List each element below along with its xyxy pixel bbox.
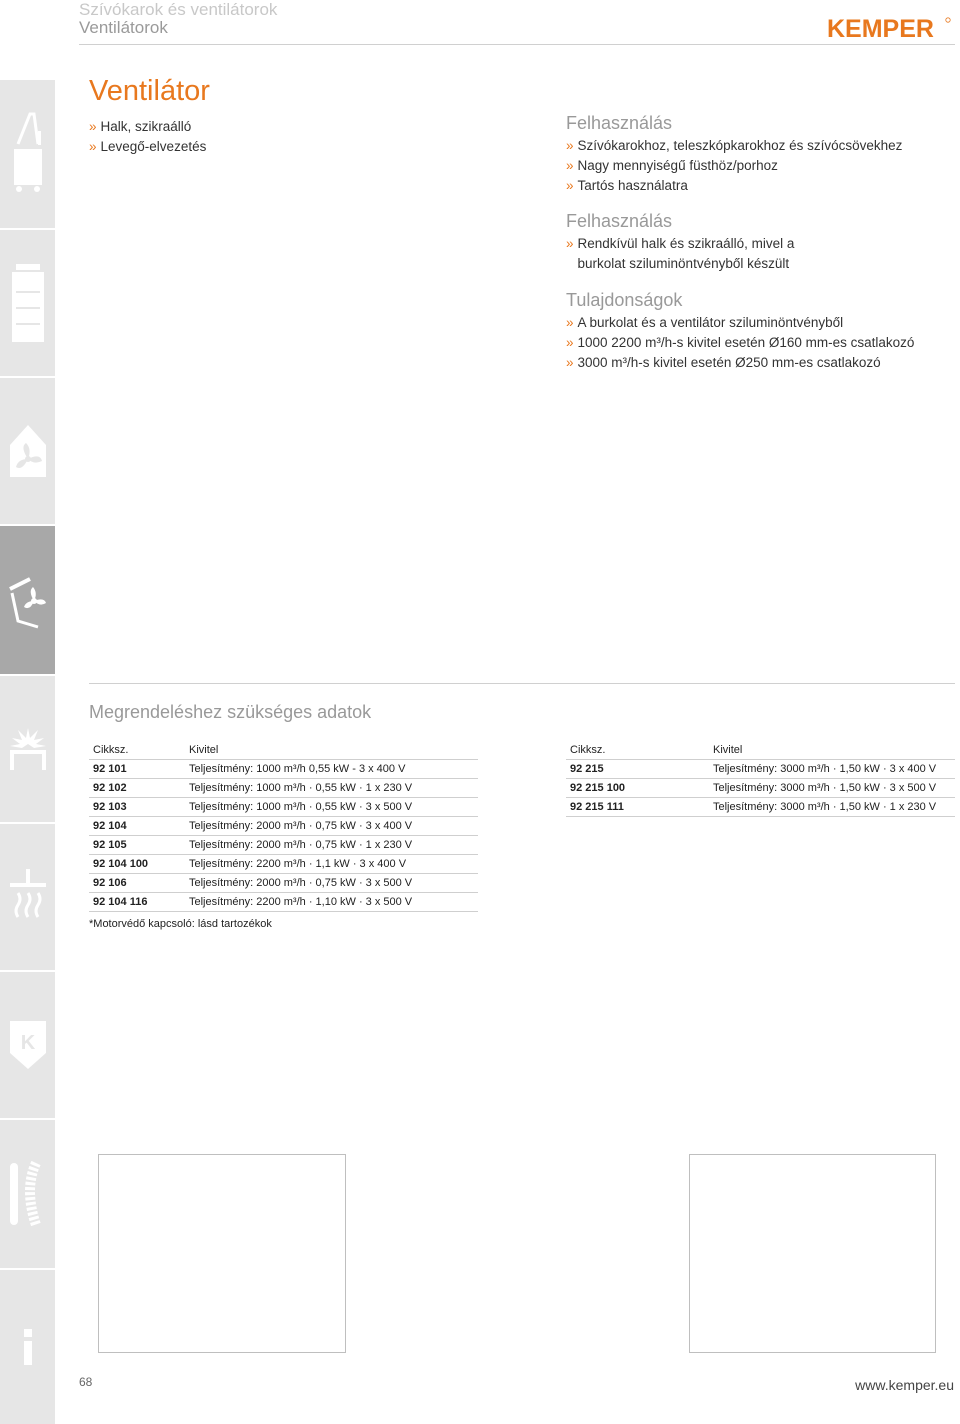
column-header-description: Kivitel: [185, 740, 478, 760]
welding-arm-icon: [8, 109, 48, 199]
website-link[interactable]: www.kemper.eu: [855, 1377, 954, 1393]
column-header-code: Cikksz.: [89, 740, 185, 760]
kemper-shield-icon: [6, 1017, 50, 1073]
product-image-right: [689, 1154, 936, 1353]
table-row: [89, 855, 478, 874]
article-description: Teljesítmény: 1000 m³/h 0,55 kW - 3 x 400 V: [185, 760, 478, 779]
article-code: 92 105: [89, 836, 185, 855]
column-header-description: Kivitel: [709, 740, 955, 760]
list-item: » 1000 2200 m³/h-s kivitel esetén Ø160 mm-es csatlakozó: [566, 335, 915, 350]
section-title-features: Tulajdonságok: [566, 290, 683, 310]
table-row: [566, 779, 955, 798]
sidebar-item-heat-extraction[interactable]: [0, 824, 55, 970]
list-item: » Levegő-elvezetés: [89, 139, 207, 154]
article-description: Teljesítmény: 2000 m³/h · 0,75 kW · 1 x 230 V: [185, 836, 478, 855]
table-row: [89, 817, 478, 836]
section-title-usage-2: Felhasználás: [566, 211, 673, 231]
table-header-row: [89, 740, 478, 760]
category-sidebar: [0, 80, 55, 1424]
article-code: 92 103: [89, 798, 185, 817]
article-code: 92 104 116: [89, 893, 185, 912]
article-code: 92 102: [89, 779, 185, 798]
article-description: Teljesítmény: 1000 m³/h · 0,55 kW · 1 x 230 V: [185, 779, 478, 798]
usage-2-bullets: [566, 234, 794, 274]
header-subcategory: Ventilátorok: [79, 18, 168, 37]
spark-table-icon: [6, 724, 50, 774]
table-row: [89, 836, 478, 855]
sidebar-item-filters[interactable]: [0, 230, 55, 376]
list-item: » Nagy mennyiségű füsthöz/porhoz: [566, 158, 778, 173]
sidebar-item-spark-tables[interactable]: [0, 676, 55, 822]
table-row: [89, 779, 478, 798]
logo-text: KEMPER: [827, 15, 934, 42]
section-title-usage: Felhasználás: [566, 113, 673, 133]
table-row: [89, 798, 478, 817]
heat-extraction-icon: [6, 867, 50, 927]
sidebar-item-kemper[interactable]: [0, 972, 55, 1118]
table-row: [89, 874, 478, 893]
product-image-left: [98, 1154, 346, 1353]
article-description: Teljesítmény: 3000 m³/h · 1,50 kW · 3 x 400 V: [709, 760, 955, 779]
article-description: Teljesítmény: 3000 m³/h · 1,50 kW · 3 x 500 V: [709, 779, 955, 798]
header-divider: [79, 44, 955, 45]
list-item: » Halk, szikraálló: [89, 119, 192, 134]
list-item: » 3000 m³/h-s kivitel esetén Ø250 mm-es csatlakozó: [566, 355, 881, 370]
table-row: [89, 760, 478, 779]
article-description: Teljesítmény: 2200 m³/h · 1,1 kW · 3 x 400 V: [185, 855, 478, 874]
order-divider: [89, 683, 955, 684]
order-table-left: [89, 740, 478, 912]
features-bullets: [566, 313, 914, 373]
header-category: Szívókarok és ventilátorok: [79, 0, 278, 19]
table-row: [566, 798, 955, 817]
table-row: [566, 760, 955, 779]
article-description: Teljesítmény: 1000 m³/h · 0,55 kW · 3 x 500 V: [185, 798, 478, 817]
product-title: Ventilátor: [89, 75, 210, 107]
article-code: 92 106: [89, 874, 185, 893]
article-code: 92 215 100: [566, 779, 709, 798]
sidebar-item-fan-arms[interactable]: [0, 526, 55, 674]
article-description: Teljesítmény: 2000 m³/h · 0,75 kW · 3 x 400 V: [185, 817, 478, 836]
article-description: Teljesítmény: 2000 m³/h · 0,75 kW · 3 x 500 V: [185, 874, 478, 893]
fan-house-icon: [6, 421, 50, 481]
order-table-right: [566, 740, 955, 817]
article-code: 92 215: [566, 760, 709, 779]
product-bullets: [89, 117, 206, 157]
article-code: 92 101: [89, 760, 185, 779]
article-description: Teljesítmény: 3000 m³/h · 1,50 kW · 1 x 230 V: [709, 798, 955, 817]
article-code: 92 104: [89, 817, 185, 836]
page-number: 68: [79, 1375, 93, 1389]
svg-text:K: K: [20, 1032, 35, 1054]
fan-arm-icon: [6, 565, 50, 635]
info-icon: [18, 1327, 38, 1367]
article-code: 92 215 111: [566, 798, 709, 817]
sidebar-item-fans[interactable]: [0, 378, 55, 524]
table-header-row: [566, 740, 955, 760]
sidebar-item-accessories[interactable]: [0, 1120, 55, 1268]
filter-unit-icon: [8, 258, 48, 348]
list-item: » Rendkívül halk és szikraálló, mivel a: [566, 236, 795, 251]
table-row: [89, 893, 478, 912]
article-code: 92 104 100: [89, 855, 185, 874]
article-description: Teljesítmény: 2200 m³/h · 1,10 kW · 3 x 500 V: [185, 893, 478, 912]
list-item: » Szívókarokhoz, teleszkópkarokhoz és szívócsövekhez: [566, 138, 903, 153]
footnote: *Motorvédő kapcsoló: lásd tartozékok: [89, 918, 272, 930]
sidebar-item-welding-arms[interactable]: [0, 80, 55, 228]
list-item: » A burkolat és a ventilátor sziluminöntvényből: [566, 315, 844, 330]
sidebar-item-info[interactable]: [0, 1270, 55, 1424]
usage-bullets: [566, 136, 902, 196]
hose-icon: [6, 1159, 50, 1229]
list-item: burkolat sziluminöntvényből készült: [577, 256, 790, 271]
order-section-title: Megrendeléshez szükséges adatok: [89, 702, 372, 722]
list-item: » Tartós használatra: [566, 178, 688, 193]
column-header-code: Cikksz.: [566, 740, 709, 760]
kemper-logo: [825, 12, 953, 42]
